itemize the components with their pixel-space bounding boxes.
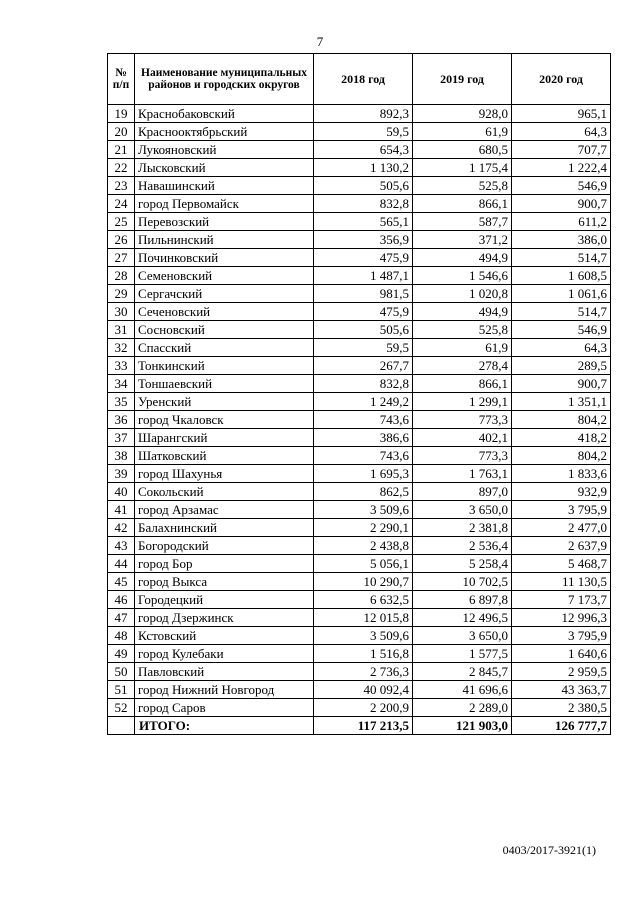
row-number: 35	[108, 393, 135, 411]
row-number: 51	[108, 681, 135, 699]
value-2019: 2 845,7	[413, 663, 512, 681]
row-number: 49	[108, 645, 135, 663]
row-number: 47	[108, 609, 135, 627]
value-2020: 11 130,5	[512, 573, 611, 591]
table-body	[108, 105, 611, 717]
value-2018: 6 632,5	[314, 591, 413, 609]
value-2020: 900,7	[512, 195, 611, 213]
row-number: 44	[108, 555, 135, 573]
value-2020: 900,7	[512, 375, 611, 393]
value-2019: 1 299,1	[413, 393, 512, 411]
value-2020: 2 380,5	[512, 699, 611, 717]
table-row	[108, 105, 611, 123]
municipality-name: Городецкий	[135, 591, 314, 609]
value-2019: 680,5	[413, 141, 512, 159]
value-2020: 932,9	[512, 483, 611, 501]
value-2019: 3 650,0	[413, 627, 512, 645]
value-2018: 40 092,4	[314, 681, 413, 699]
value-2018: 654,3	[314, 141, 413, 159]
municipality-name: Тонкинский	[135, 357, 314, 375]
row-number: 27	[108, 249, 135, 267]
page-number: 7	[316, 34, 324, 49]
value-2018: 832,8	[314, 195, 413, 213]
table-row	[108, 627, 611, 645]
value-2019: 928,0	[413, 105, 512, 123]
row-number: 20	[108, 123, 135, 141]
table-row	[108, 141, 611, 159]
municipality-name: город Выкса	[135, 573, 314, 591]
header-number: № п/п	[108, 54, 135, 105]
value-2018: 743,6	[314, 447, 413, 465]
header-2019: 2019 год	[413, 54, 512, 105]
value-2020: 611,2	[512, 213, 611, 231]
municipality-name: Богородский	[135, 537, 314, 555]
value-2018: 892,3	[314, 105, 413, 123]
value-2019: 2 536,4	[413, 537, 512, 555]
table-row	[108, 123, 611, 141]
table-row	[108, 609, 611, 627]
total-2020: 126 777,7	[512, 717, 611, 735]
value-2018: 1 695,3	[314, 465, 413, 483]
value-2018: 2 290,1	[314, 519, 413, 537]
value-2020: 12 996,3	[512, 609, 611, 627]
value-2020: 965,1	[512, 105, 611, 123]
total-number-cell	[108, 717, 135, 735]
row-number: 41	[108, 501, 135, 519]
value-2020: 64,3	[512, 123, 611, 141]
municipality-name: город Арзамас	[135, 501, 314, 519]
value-2020: 43 363,7	[512, 681, 611, 699]
row-number: 26	[108, 231, 135, 249]
total-2019: 121 903,0	[413, 717, 512, 735]
municipality-name: Уренский	[135, 393, 314, 411]
row-number: 33	[108, 357, 135, 375]
municipality-name: город Бор	[135, 555, 314, 573]
value-2020: 1 222,4	[512, 159, 611, 177]
value-2020: 707,7	[512, 141, 611, 159]
value-2019: 6 897,8	[413, 591, 512, 609]
value-2018: 1 249,2	[314, 393, 413, 411]
row-number: 48	[108, 627, 135, 645]
municipality-name: город Дзержинск	[135, 609, 314, 627]
table-row	[108, 663, 611, 681]
value-2019: 773,3	[413, 411, 512, 429]
value-2019: 1 577,5	[413, 645, 512, 663]
value-2019: 61,9	[413, 339, 512, 357]
value-2020: 1 833,6	[512, 465, 611, 483]
document-code: 0403/2017-3921(1)	[502, 843, 596, 857]
municipality-name: город Первомайск	[135, 195, 314, 213]
municipality-name: Лысковский	[135, 159, 314, 177]
row-number: 31	[108, 321, 135, 339]
row-number: 45	[108, 573, 135, 591]
municipality-name: Пильнинский	[135, 231, 314, 249]
value-2020: 2 477,0	[512, 519, 611, 537]
header-2018: 2018 год	[314, 54, 413, 105]
municipality-name: Тоншаевский	[135, 375, 314, 393]
value-2018: 505,6	[314, 321, 413, 339]
header-row	[108, 54, 611, 105]
value-2019: 494,9	[413, 303, 512, 321]
value-2019: 866,1	[413, 195, 512, 213]
table-row	[108, 591, 611, 609]
value-2018: 1 130,2	[314, 159, 413, 177]
table-row	[108, 267, 611, 285]
municipality-name: Балахнинский	[135, 519, 314, 537]
municipality-name: город Кулебаки	[135, 645, 314, 663]
municipality-name: Сокольский	[135, 483, 314, 501]
value-2020: 3 795,9	[512, 627, 611, 645]
table-row	[108, 645, 611, 663]
value-2020: 3 795,9	[512, 501, 611, 519]
value-2018: 12 015,8	[314, 609, 413, 627]
value-2020: 514,7	[512, 303, 611, 321]
table-row	[108, 393, 611, 411]
table-row	[108, 177, 611, 195]
municipality-name: Шатковский	[135, 447, 314, 465]
value-2018: 2 438,8	[314, 537, 413, 555]
table-row	[108, 357, 611, 375]
value-2019: 402,1	[413, 429, 512, 447]
municipality-name: Краснобаковский	[135, 105, 314, 123]
row-number: 42	[108, 519, 135, 537]
value-2018: 981,5	[314, 285, 413, 303]
value-2018: 5 056,1	[314, 555, 413, 573]
row-number: 34	[108, 375, 135, 393]
municipality-name: Починковский	[135, 249, 314, 267]
value-2020: 5 468,7	[512, 555, 611, 573]
municipality-name: Семеновский	[135, 267, 314, 285]
value-2019: 773,3	[413, 447, 512, 465]
row-number: 32	[108, 339, 135, 357]
value-2020: 1 608,5	[512, 267, 611, 285]
value-2020: 2 959,5	[512, 663, 611, 681]
row-number: 38	[108, 447, 135, 465]
value-2019: 12 496,5	[413, 609, 512, 627]
table-row	[108, 285, 611, 303]
table-row	[108, 213, 611, 231]
value-2018: 2 200,9	[314, 699, 413, 717]
table-row	[108, 519, 611, 537]
value-2020: 804,2	[512, 411, 611, 429]
table-row	[108, 465, 611, 483]
municipality-name: Шарангский	[135, 429, 314, 447]
value-2018: 862,5	[314, 483, 413, 501]
value-2020: 64,3	[512, 339, 611, 357]
value-2020: 514,7	[512, 249, 611, 267]
municipality-name: город Саров	[135, 699, 314, 717]
municipality-name: Сеченовский	[135, 303, 314, 321]
municipality-name: Сергачский	[135, 285, 314, 303]
value-2019: 2 381,8	[413, 519, 512, 537]
value-2018: 505,6	[314, 177, 413, 195]
value-2018: 475,9	[314, 303, 413, 321]
value-2018: 59,5	[314, 123, 413, 141]
value-2020: 386,0	[512, 231, 611, 249]
total-2018: 117 213,5	[314, 717, 413, 735]
value-2019: 61,9	[413, 123, 512, 141]
value-2019: 3 650,0	[413, 501, 512, 519]
total-label: ИТОГО:	[135, 717, 314, 735]
table-row	[108, 699, 611, 717]
row-number: 36	[108, 411, 135, 429]
value-2020: 1 351,1	[512, 393, 611, 411]
value-2020: 418,2	[512, 429, 611, 447]
municipality-name: Спасский	[135, 339, 314, 357]
value-2019: 41 696,6	[413, 681, 512, 699]
row-number: 37	[108, 429, 135, 447]
row-number: 30	[108, 303, 135, 321]
value-2018: 59,5	[314, 339, 413, 357]
table-row	[108, 501, 611, 519]
table-row	[108, 681, 611, 699]
value-2018: 1 487,1	[314, 267, 413, 285]
municipality-name: Кстовский	[135, 627, 314, 645]
value-2019: 1 020,8	[413, 285, 512, 303]
value-2020: 2 637,9	[512, 537, 611, 555]
municipality-name: Навашинский	[135, 177, 314, 195]
municipality-name: Краснооктябрьский	[135, 123, 314, 141]
value-2019: 10 702,5	[413, 573, 512, 591]
value-2019: 494,9	[413, 249, 512, 267]
table-row	[108, 411, 611, 429]
value-2018: 386,6	[314, 429, 413, 447]
municipality-name: город Чкаловск	[135, 411, 314, 429]
value-2019: 371,2	[413, 231, 512, 249]
row-number: 19	[108, 105, 135, 123]
row-number: 29	[108, 285, 135, 303]
value-2019: 525,8	[413, 321, 512, 339]
value-2018: 1 516,8	[314, 645, 413, 663]
value-2020: 546,9	[512, 321, 611, 339]
row-number: 43	[108, 537, 135, 555]
municipality-name: Сосновский	[135, 321, 314, 339]
municipality-name: Лукояновский	[135, 141, 314, 159]
value-2020: 1 061,6	[512, 285, 611, 303]
value-2018: 475,9	[314, 249, 413, 267]
value-2019: 1 546,6	[413, 267, 512, 285]
table-row	[108, 159, 611, 177]
total-row	[108, 717, 611, 735]
row-number: 23	[108, 177, 135, 195]
value-2020: 7 173,7	[512, 591, 611, 609]
table-row	[108, 249, 611, 267]
table-row	[108, 339, 611, 357]
header-municipality: Наименование муниципальных районов и городских округов	[135, 54, 314, 105]
value-2018: 3 509,6	[314, 501, 413, 519]
table-row	[108, 375, 611, 393]
value-2019: 2 289,0	[413, 699, 512, 717]
row-number: 25	[108, 213, 135, 231]
header-2020: 2020 год	[512, 54, 611, 105]
table-row	[108, 303, 611, 321]
table-row	[108, 429, 611, 447]
municipality-name: Перевозский	[135, 213, 314, 231]
value-2019: 866,1	[413, 375, 512, 393]
value-2020: 546,9	[512, 177, 611, 195]
row-number: 21	[108, 141, 135, 159]
row-number: 39	[108, 465, 135, 483]
row-number: 28	[108, 267, 135, 285]
table-row	[108, 321, 611, 339]
table-row	[108, 447, 611, 465]
value-2018: 267,7	[314, 357, 413, 375]
value-2020: 804,2	[512, 447, 611, 465]
value-2019: 525,8	[413, 177, 512, 195]
row-number: 22	[108, 159, 135, 177]
row-number: 46	[108, 591, 135, 609]
value-2018: 3 509,6	[314, 627, 413, 645]
table-row	[108, 537, 611, 555]
value-2019: 1 763,1	[413, 465, 512, 483]
value-2018: 743,6	[314, 411, 413, 429]
row-number: 40	[108, 483, 135, 501]
row-number: 52	[108, 699, 135, 717]
value-2019: 1 175,4	[413, 159, 512, 177]
table-row	[108, 231, 611, 249]
value-2019: 5 258,4	[413, 555, 512, 573]
value-2019: 897,0	[413, 483, 512, 501]
value-2020: 289,5	[512, 357, 611, 375]
table-row	[108, 483, 611, 501]
value-2019: 587,7	[413, 213, 512, 231]
value-2018: 565,1	[314, 213, 413, 231]
table-row	[108, 573, 611, 591]
row-number: 24	[108, 195, 135, 213]
value-2018: 2 736,3	[314, 663, 413, 681]
budget-table	[107, 53, 611, 735]
value-2018: 10 290,7	[314, 573, 413, 591]
table-row	[108, 195, 611, 213]
value-2018: 356,9	[314, 231, 413, 249]
municipality-name: город Нижний Новгород	[135, 681, 314, 699]
value-2018: 832,8	[314, 375, 413, 393]
value-2019: 278,4	[413, 357, 512, 375]
value-2020: 1 640,6	[512, 645, 611, 663]
row-number: 50	[108, 663, 135, 681]
table-row	[108, 555, 611, 573]
municipality-name: город Шахунья	[135, 465, 314, 483]
municipality-name: Павловский	[135, 663, 314, 681]
